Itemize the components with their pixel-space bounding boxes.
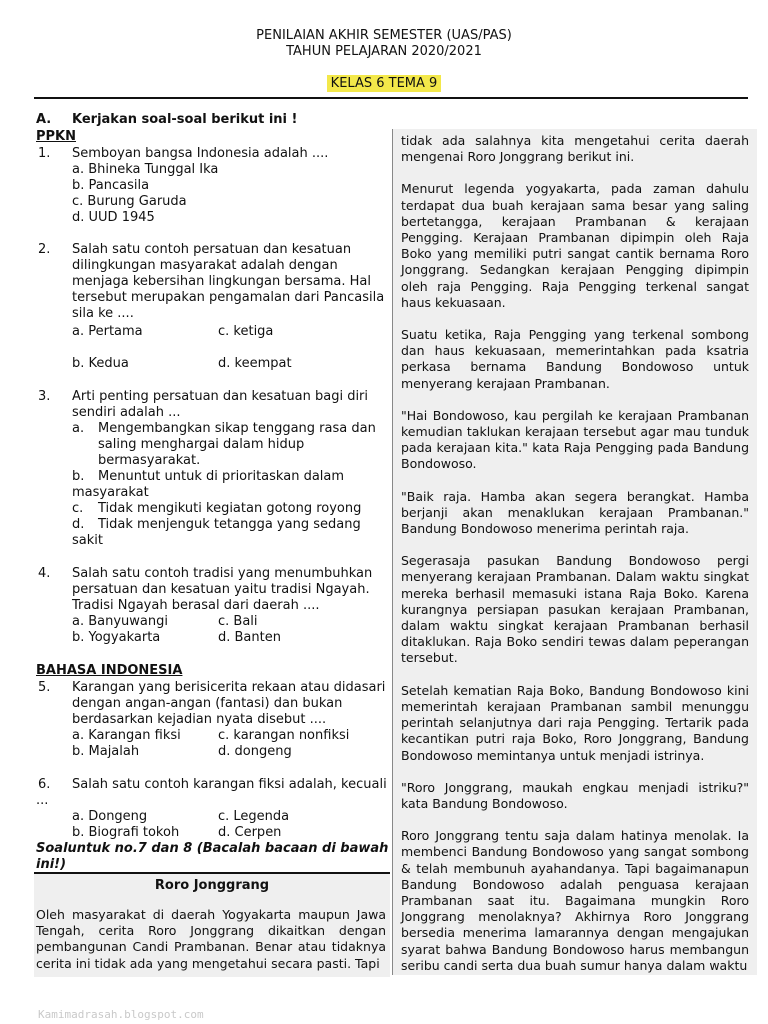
section-instruction: Kerjakan soal-soal berikut ini ! [72, 112, 298, 127]
q5-number: 5. [38, 680, 51, 695]
q3-line: Arti penting persatuan dan kesatuan bagi diri [72, 389, 369, 404]
q3-option-d: Tidak menjenguk tetangga yang sedang [98, 517, 361, 532]
class-highlight: KELAS 6 TEMA 9 [327, 75, 442, 92]
passage-paragraph: tidak ada salahnya kita mengetahui cerita daerah mengenai Roro Jonggrang berikut ini. [401, 133, 749, 165]
q2-line: sila ke .... [72, 306, 134, 321]
q1-option-a: a. Bhineka Tunggal Ika [72, 162, 219, 177]
reading-passage [392, 129, 757, 975]
q1-option-b: b. Pancasila [72, 178, 150, 193]
passage-paragraph: Setelah kematian Raja Boko, Bandung Bondowoso kini memerintah kerajaan Prambanan sambil menunggu perintah selanjutnya dari raja Pengging. Tertarik pada kecantikan putri raja Boko, Roro Jonggrang, Bandung Bondowoso memintanya untuk menjadi istrinya. [401, 682, 749, 763]
q4-line: Salah satu contoh tradisi yang menumbuhkan [72, 566, 373, 581]
q5-option-b: b. Majalah [72, 744, 140, 759]
q5-line: Karangan yang berisicerita rekaan atau didasari [72, 680, 386, 695]
q3-option-b: Menuntut untuk di prioritaskan dalam [98, 469, 345, 484]
q5-option-d: d. dongeng [218, 744, 292, 759]
q4-option-d: d. Banten [218, 630, 281, 645]
passage-paragraph: Roro Jonggrang tentu saja dalam hatinya menolak. Ia membenci Bandung Bondowoso yang sangat sombong & telah membunuh ayahandanya. Tapi bagaimanapun Bandung Bondowoso adalah penguasa kerajaan Prambanan saat itu. Bagaimana mungkin Roro Jonggrang menolaknya? Akhirnya Roro Jonggrang bersedia menerima lamarannya dengan mengajukan syarat bahwa Bandung Bondowoso harus membangun seribu candi serta dua buah sumur hanya dalam waktu [401, 828, 749, 973]
q3-option-a: bermasyarakat. [98, 453, 201, 468]
q6-option-c: c. Legenda [218, 809, 290, 824]
q6-number: 6. [38, 777, 51, 792]
passage-paragraph: Suatu ketika, Raja Pengging yang terkenal sombong dan haus kekuasaan, memerintahkan pada ksatria perkasa bernama Bandung Bondowoso untuk menyerang kerajaan Prambanan. [401, 327, 749, 391]
q2-number: 2. [38, 242, 51, 257]
q3-option-b: masyarakat [72, 485, 149, 500]
story-box [34, 872, 390, 977]
class-label [0, 76, 768, 91]
ppkn-heading: PPKN [36, 129, 77, 144]
passage-paragraph: "Baik raja. Hamba akan segera berangkat. Hamba berjanji akan menaklukan kerajaan Prambanan." Bandung Bondowoso menerima perintah raja. [401, 488, 749, 537]
passage-paragraph: Segerasaja pasukan Bandung Bondowoso pergi menyerang kerajaan Prambanan. Dalam waktu singkat mereka berhasil memasuki istana Raja Boko. Karena kurangnya persiapan pasukan kerajaan Prambanan, dalam waktu singkat kerajaan Prambanan berhasil ditaklukan. Raja Boko sendiri tewas dalam peperangan tersebut. [401, 553, 749, 666]
q3-line: sendiri adalah ... [72, 405, 181, 420]
q2-option-a: a. Pertama [72, 324, 143, 339]
q4-number: 4. [38, 566, 51, 581]
q4-line: persatuan dan kesatuan yaitu tradisi Ngayah. [72, 582, 370, 597]
q6-question: Salah satu contoh karangan fiksi adalah, kecuali [72, 777, 387, 792]
q6-option-a: a. Dongeng [72, 809, 148, 824]
q3-option-a-letter: a. [72, 421, 85, 436]
story-title: Roro Jonggrang [154, 878, 270, 893]
q4-line: Tradisi Ngayah berasal dari daerah .... [72, 598, 320, 613]
q1-number: 1. [38, 146, 51, 161]
q2-option-d: d. keempat [218, 356, 292, 371]
exam-title: PENILAIAN AKHIR SEMESTER (UAS/PAS) [256, 28, 512, 43]
passage-paragraph: "Roro Jonggrang, maukah engkau menjadi istriku?" kata Bandung Bondowoso. [401, 779, 749, 811]
story-intro: Oleh masyarakat di daerah Yogyakarta maupun Jawa Tengah, cerita Roro Jonggrang dikaitkan dengan pembangunan Candi Prambanan. Benar atau tidaknya cerita ini tidak ada yang mengetahui secara pasti. Tapi [36, 907, 386, 971]
q6-question-cont: ... [36, 793, 49, 808]
passage-paragraph: "Hai Bondowoso, kau pergilah ke kerajaan Prambanan kemudian taklukan kerajaan tersebut agar mau tunduk pada kerajaan kita." kata Raja Pengging pada Bandung Bondowoso. [401, 407, 749, 472]
q3-option-b-letter: b. [72, 469, 85, 484]
q2-line: tersebut merupakan pengamalan dari Pancasila [72, 290, 385, 305]
q3-option-c: Tidak mengikuti kegiatan gotong royong [98, 501, 362, 516]
q2-option-b: b. Kedua [72, 356, 129, 371]
section-number: A. [36, 112, 52, 127]
q1-option-d: d. UUD 1945 [72, 210, 155, 225]
q3-option-d-letter: d. [72, 517, 85, 532]
q2-line: menjaga kebersihan lingkungan bersama. Hal [72, 274, 371, 289]
bahasa-heading: BAHASA INDONESIA [36, 663, 183, 678]
q4-option-c: c. Bali [218, 614, 258, 629]
q2-line: Salah satu contoh persatuan dan kesatuan [72, 242, 352, 257]
q5-option-a: a. Karangan fiksi [72, 728, 181, 743]
q1-question: Semboyan bangsa Indonesia adalah .... [72, 146, 329, 161]
q3-option-a: Mengembangkan sikap tenggang rasa dan [98, 421, 376, 436]
header-divider [34, 97, 748, 99]
q6-option-d: d. Cerpen [218, 825, 282, 840]
school-year: TAHUN PELAJARAN 2020/2021 [286, 44, 482, 59]
q5-line: dengan angan-angan (fantasi) dan bukan [72, 696, 343, 711]
q3-number: 3. [38, 389, 51, 404]
q2-line: dilingkungan masyarakat adalah dengan [72, 258, 338, 273]
passage-paragraph: Menurut legenda yogyakarta, pada zaman dahulu terdapat dua buah kerajaan sama besar yang saling bertetangga, kerajaan Prambanan & kerajaan Pengging. Kerajaan Prambanan dipimpin oleh Raja Boko yang memiliki putri sangat cantik bernama Roro Jonggrang. Sedangkan kerajaan Pengging dipimpin oleh raja Pengging. Raja Pengging terkenal sangat haus kekuasaan. [401, 181, 749, 310]
reading-instruction: ini!) [36, 857, 67, 872]
q4-option-a: a. Banyuwangi [72, 614, 168, 629]
q3-option-a: saling menghargai dalam hidup [98, 437, 305, 452]
q5-option-c: c. karangan nonfiksi [218, 728, 350, 743]
q2-option-c: c. ketiga [218, 324, 274, 339]
q4-option-b: b. Yogyakarta [72, 630, 161, 645]
q3-option-c-letter: c. [72, 501, 84, 516]
footer-watermark: Kamimadrasah.blogspot.com [38, 1008, 204, 1021]
q5-line: berdasarkan kejadian nyata disebut .... [72, 712, 327, 727]
reading-instruction: Soaluntuk no.7 dan 8 (Bacalah bacaan di bawah [36, 841, 389, 856]
q6-option-b: b. Biografi tokoh [72, 825, 180, 840]
q1-option-c: c. Burung Garuda [72, 194, 187, 209]
q3-option-d: sakit [72, 533, 103, 548]
